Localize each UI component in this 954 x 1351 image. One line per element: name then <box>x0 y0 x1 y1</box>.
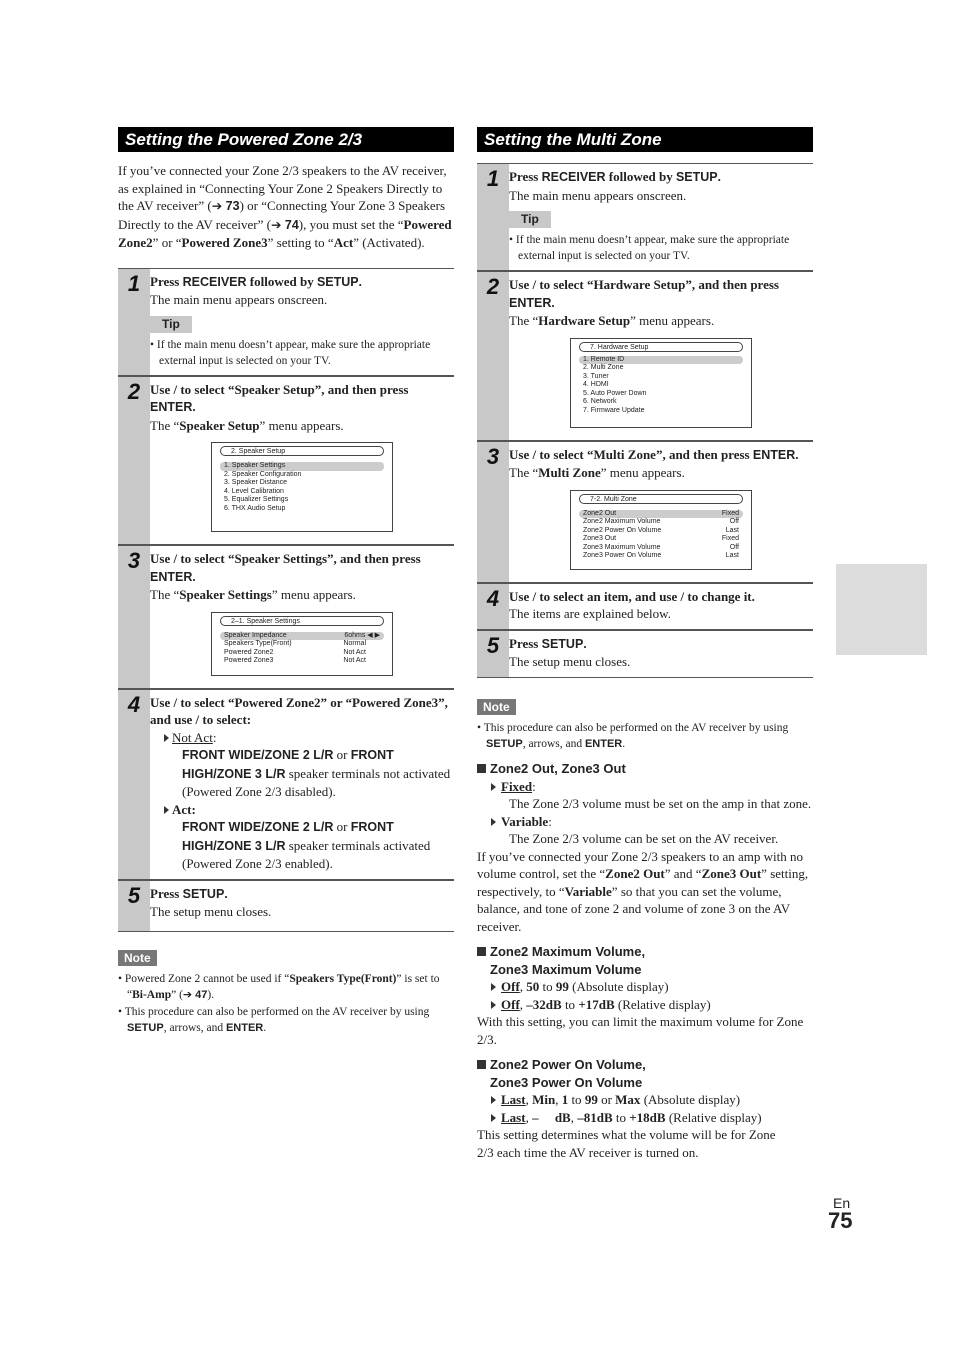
triangle-bullet-icon <box>164 806 169 814</box>
menu-row: Powered Zone3 Not Act <box>224 657 366 665</box>
left-column <box>118 127 454 1036</box>
note-item: • Powered Zone 2 cannot be used if “Speakers Type(Front)” is set to “Bi-Amp” (➔ 47). <box>118 971 454 1003</box>
menu-item: 1. Remote ID <box>579 356 743 365</box>
menu-item: 3. Speaker Distance <box>224 479 288 487</box>
menu-title: 7. Hardware Setup <box>579 342 743 352</box>
menu-item: 2. Speaker Configuration <box>224 470 302 478</box>
step-5 <box>118 881 454 932</box>
power-on-volume-paragraph: This setting determines what the volume will be for Zone 2/3 each time the AV receiver is turned on. <box>477 1127 776 1160</box>
tip-text: • If the main menu doesn’t appear, make sure the appropriate external input is selected on your TV. <box>509 232 813 264</box>
step-1 <box>477 164 813 272</box>
subheading-zone-out: Zone2 Out, Zone3 Out <box>477 760 813 778</box>
step-number: 1 <box>477 164 509 270</box>
steps-list <box>118 268 454 932</box>
zone-out-paragraph: If you’ve connected your Zone 2/3 speakers to an amp with no volume control, set the “Zone2 Out” and “Zone3 Out” setting, respectively, to “Variable” so that you can set the volume, balance, and tone of zone 2 and volume of zone 3 on the AV receiver. <box>477 848 809 934</box>
tip-label: Tip <box>150 316 192 333</box>
option-absolute: Last, Min, 1 to 99 or Max (Absolute display) <box>477 1091 813 1109</box>
step-text: The main menu appears onscreen. <box>509 187 687 203</box>
multi-zone-menu-screenshot <box>570 490 752 570</box>
menu-row: Speaker Impedance 6ohms ◀ ▶ <box>220 632 384 641</box>
option-relative: Off, –32dB to +17dB (Relative display) <box>477 996 813 1014</box>
option-fixed: Fixed: <box>477 778 813 796</box>
section-title-multi-zone: Setting the Multi Zone <box>477 127 813 152</box>
tip-text: • If the main menu doesn’t appear, make sure the appropriate external input is selected on your TV. <box>150 337 454 369</box>
speaker-setup-menu-screenshot <box>211 442 393 532</box>
triangle-bullet-icon <box>164 734 169 742</box>
step-heading: Use / to select an item, and use / to change it. <box>509 588 755 604</box>
menu-row: Zone2 Maximum Volume Off <box>583 518 739 526</box>
menu-item: 7. Firmware Update <box>583 407 645 415</box>
option-act: Act: FRONT WIDE/ZONE 2 L/R or FRONT HIGH/ZONE 3 L/R speaker terminals activated (Powered Zone 2/3 enabled). <box>150 801 454 873</box>
step-heading: Use / to select “Powered Zone2” or “Powered Zone3”, and use / to select: <box>150 694 448 727</box>
step-heading: Press RECEIVER followed by SETUP. <box>150 273 362 289</box>
option-desc: The Zone 2/3 volume must be set on the amp in that zone. <box>509 796 812 811</box>
menu-row: Zone3 Out Fixed <box>583 535 739 543</box>
menu-item: 5. Auto Power Down <box>583 389 647 397</box>
step-1 <box>118 269 454 377</box>
step-4 <box>477 584 813 631</box>
step-number: 1 <box>118 269 150 375</box>
option-relative: Last, – dB, –81dB to +18dB (Relative display) <box>477 1109 813 1127</box>
right-column <box>477 127 813 1161</box>
step-text: The “Hardware Setup” menu appears. <box>509 313 715 328</box>
option-not-act: Not Act: FRONT WIDE/ZONE 2 L/R or FRONT HIGH/ZONE 3 L/R speaker terminals not activated (Powered Zone 2/3 disabled). <box>150 729 454 801</box>
note-label: Note <box>477 699 516 715</box>
step-number: 2 <box>477 272 509 440</box>
step-number: 3 <box>477 442 509 582</box>
option-desc: The Zone 2/3 volume can be set on the AV receiver. <box>509 831 779 846</box>
menu-title: 2. Speaker Setup <box>220 446 384 456</box>
step-text: The “Speaker Setup” menu appears. <box>150 417 344 433</box>
menu-row: Zone2 Power On Volume Last <box>583 526 739 534</box>
menu-row: Zone3 Power On Volume Last <box>583 552 739 560</box>
step-4 <box>118 690 454 881</box>
menu-item: 1. Speaker Settings <box>220 462 384 471</box>
step-heading: Use / to select “Hardware Setup”, and then press ENTER. <box>509 277 779 310</box>
menu-item: 6. Network <box>583 398 617 406</box>
step-number: 5 <box>477 631 509 677</box>
step-5 <box>477 631 813 678</box>
step-heading: Press SETUP. <box>509 635 587 651</box>
step-heading: Use / to select “Speaker Setup”, and then press ENTER. <box>150 381 409 414</box>
hardware-setup-menu-screenshot <box>570 338 752 428</box>
step-3 <box>477 442 813 584</box>
note-block <box>118 949 454 1037</box>
menu-item: 4. HDMI <box>583 381 609 389</box>
step-3 <box>118 546 454 690</box>
square-bullet-icon <box>477 764 486 773</box>
chapter-tab <box>836 564 927 655</box>
menu-item: 2. Multi Zone <box>583 364 624 372</box>
intro-paragraph: If you’ve connected your Zone 2/3 speakers to the AV receiver, as explained in “Connecting Your Zone 2 Speakers Directly to the AV receiver” (➔ 73) or “Connecting Your Zone 3 Speakers Directly to the AV receiver” (➔ 74), you must set the “Powered Zone2” or “Powered Zone3” setting to “Act” (Activated). <box>118 163 452 250</box>
menu-row: Speakers Type(Front) Normal <box>224 640 366 648</box>
menu-item: 3. Tuner <box>583 372 609 380</box>
menu-row: Powered Zone2 Not Act <box>224 648 366 656</box>
step-text: The main menu appears onscreen. <box>150 292 328 307</box>
option-variable: Variable: <box>477 813 813 831</box>
option-absolute: Off, 50 to 99 (Absolute display) <box>477 978 813 996</box>
step-heading: Use / to select “Speaker Settings”, and then press ENTER. <box>150 551 421 584</box>
step-heading: Use / to select “Multi Zone”, and then press ENTER. <box>509 446 799 462</box>
step-number: 5 <box>118 881 150 931</box>
menu-item: 5. Equalizer Settings <box>224 496 289 504</box>
subheading-max-volume: Zone2 Maximum Volume, Zone3 Maximum Volume <box>477 943 813 978</box>
square-bullet-icon <box>477 1060 486 1069</box>
step-text: The items are explained below. <box>509 606 671 621</box>
note-item: • This procedure can also be performed on the AV receiver by using SETUP, arrows, and ENTER. <box>477 720 813 752</box>
page-number: 75 <box>828 1208 853 1233</box>
step-text: The “Speaker Settings” menu appears. <box>150 587 356 602</box>
menu-row: Zone2 Out Fixed <box>579 510 743 519</box>
menu-title: 7-2. Multi Zone <box>579 494 743 504</box>
step-text: The setup menu closes. <box>150 904 272 919</box>
menu-item: 6. THX Audio Setup <box>224 504 286 512</box>
step-2 <box>477 272 813 442</box>
note-block <box>477 698 813 753</box>
step-text: The setup menu closes. <box>509 654 631 669</box>
step-number: 3 <box>118 546 150 688</box>
note-label: Note <box>118 950 157 966</box>
menu-row: Zone3 Maximum Volume Off <box>583 543 739 551</box>
step-number: 4 <box>118 690 150 879</box>
menu-item: 4. Level Calibration <box>224 487 284 495</box>
max-volume-paragraph: With this setting, you can limit the maximum volume for Zone 2/3. <box>477 1014 804 1047</box>
tip-label: Tip <box>509 211 551 228</box>
step-2 <box>118 377 454 547</box>
language-label: En <box>833 1195 851 1211</box>
speaker-settings-menu-screenshot <box>211 612 393 676</box>
step-heading: Press SETUP. <box>150 885 228 901</box>
step-text: The “Multi Zone” menu appears. <box>509 465 685 480</box>
step-heading: Press RECEIVER followed by SETUP. <box>509 169 721 184</box>
section-title-powered-zone: Setting the Powered Zone 2/3 <box>118 127 454 152</box>
note-item: • This procedure can also be performed on the AV receiver by using SETUP, arrows, and ENTER. <box>118 1004 454 1036</box>
step-number: 2 <box>118 377 150 545</box>
steps-list <box>477 163 813 678</box>
subheading-power-on-volume: Zone2 Power On Volume, Zone3 Power On Volume <box>477 1056 813 1091</box>
menu-title: 2–1. Speaker Settings <box>220 616 384 626</box>
step-number: 4 <box>477 584 509 629</box>
square-bullet-icon <box>477 947 486 956</box>
